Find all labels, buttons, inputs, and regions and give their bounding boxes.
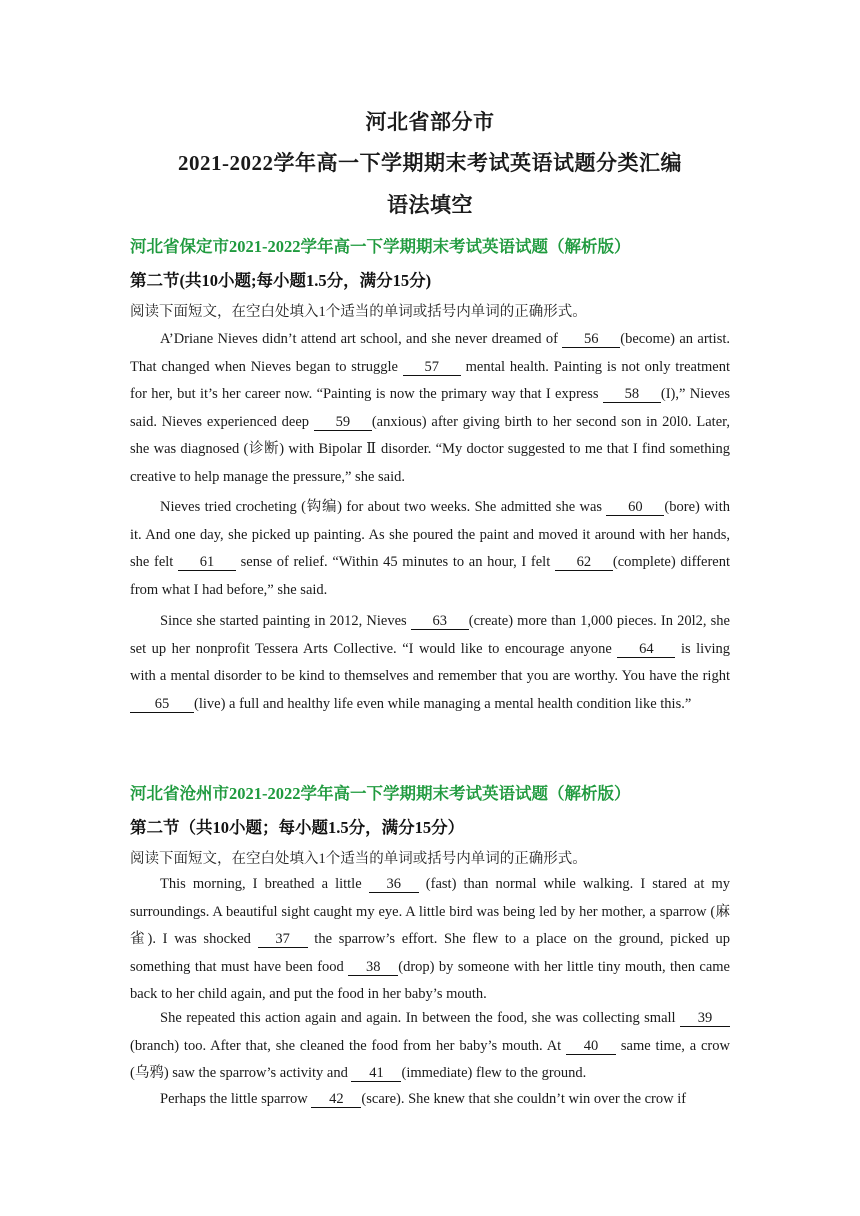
paragraph-text: (fast) than normal while walking. I stared at my surroundings. A beautiful sight caught my eye. A little bird was being led by her mother, a sparrow (麻雀). I was shocked [130,876,730,948]
answer-blank: 41 [351,1065,401,1082]
paragraph-text: (drop) by someone with her little tiny mouth, then came back to her child again, and put the food in her baby’s mouth. [130,958,730,1003]
section-part-heading: 第二节（共10小题；每小题1.5分，满分15分） [130,818,465,837]
paragraph-text: (scare). She knew that she couldn’t win over the crow if [361,1091,687,1107]
paragraph-text: (branch) too. After that, she cleaned the food from her baby’s mouth. At [130,1037,567,1054]
paragraph-text: the sparrow’s effort. She flew to a place on the ground, picked up something that must have been food [130,931,730,975]
paragraph-text: (complete) different from what I had before,” she said. [130,554,731,598]
paragraph-text: This morning, I breathed a little [160,876,369,892]
paragraph-text: same time, a crow (乌鸦) saw the sparrow’s activity and [130,1037,730,1082]
answer-blank: 64 [617,641,675,658]
answer-blank: 57 [403,359,461,376]
paragraph-text: (I),” Nieves said. Nieves experienced deep [130,386,731,430]
answer-blank: 39 [680,1010,730,1027]
answer-blank: 58 [603,386,661,403]
passage-paragraph [130,494,730,604]
section-part-heading: 第二节(共10小题;每小题1.5分，满分15分) [130,271,432,290]
passage-paragraph [130,326,730,492]
answer-blank: 61 [178,554,236,571]
section-source-cangzhou: 河北省沧州市2021-2022学年高一下学期期末考试英语试题（解析版） [130,784,631,803]
answer-blank: 37 [258,931,308,948]
paragraph-text: Nieves tried crocheting (钩编) for about two weeks. She admitted she was [160,499,607,515]
paragraph-text: mental health. Painting is not only treatment for her, but it’s her career now. “Painting is now the primary way that I express [130,358,730,403]
paragraph-text: (become) an artist. That changed when Nieves began to struggle [130,331,731,375]
paragraph-text: is living with a mental disorder to be kind to themselves and remember that you are worthy. You have the right [130,640,730,685]
passage-paragraph [130,1005,730,1088]
answer-blank: 42 [311,1091,361,1108]
answer-blank: 60 [606,499,664,516]
answer-blank: 59 [314,414,372,431]
section-instruction: 阅读下面短文，在空白处填入1个适当的单词或括号内单词的正确形式。 [130,304,587,320]
answer-blank: 38 [348,959,398,976]
answer-blank: 63 [411,613,469,630]
paragraph-text: (immediate) flew to the ground. [401,1065,587,1082]
paragraph-text: sense of relief. “Within 45 minutes to an hour, I felt [235,554,555,571]
answer-blank: 65 [130,696,194,713]
paragraph-text: (create) more than 1,000 pieces. In 20l2, she set up her nonprofit Tessera Arts Collective. “I would like to encourage anyone [130,613,730,657]
paragraph-text: (live) a full and healthy life even while managing a mental health condition like this.” [194,695,692,712]
passage-paragraph [130,608,730,718]
paragraph-text: Since she started painting in 2012, Nieves [160,613,411,629]
answer-blank: 56 [562,331,620,348]
doc-title-exam: 2021-2022学年高一下学期期末考试英语试题分类汇编 [178,151,682,175]
paragraph-text: (anxious) after giving birth to her second son in 20l0. Later, she was diagnosed (诊断) with Bipolar Ⅱ disorder. “My doctor suggested to me that I find something creative to help manage the pressure,” she said. [130,413,731,485]
answer-blank: 40 [566,1038,616,1055]
passage-paragraph [130,871,730,1009]
doc-title-region: 河北省部分市 [365,110,495,134]
answer-blank: 36 [369,876,419,893]
paragraph-text: (bore) with it. And one day, she picked up painting. As she poured the paint and moved it around with her hands, she felt [130,499,730,571]
passage-paragraph [130,1086,730,1114]
paragraph-text: Perhaps the little sparrow [160,1091,312,1107]
doc-title-topic: 语法填空 [387,193,473,217]
section-instruction: 阅读下面短文，在空白处填入1个适当的单词或括号内单词的正确形式。 [130,851,587,867]
paragraph-text: She repeated this action again and again. In between the food, she was collecting small [160,1010,680,1026]
answer-blank: 62 [555,554,613,571]
section-source-baoding: 河北省保定市2021-2022学年高一下学期期末考试英语试题（解析版） [130,237,631,256]
paragraph-text: A’Driane Nieves didn’t attend art school, and she never dreamed of [160,331,563,347]
